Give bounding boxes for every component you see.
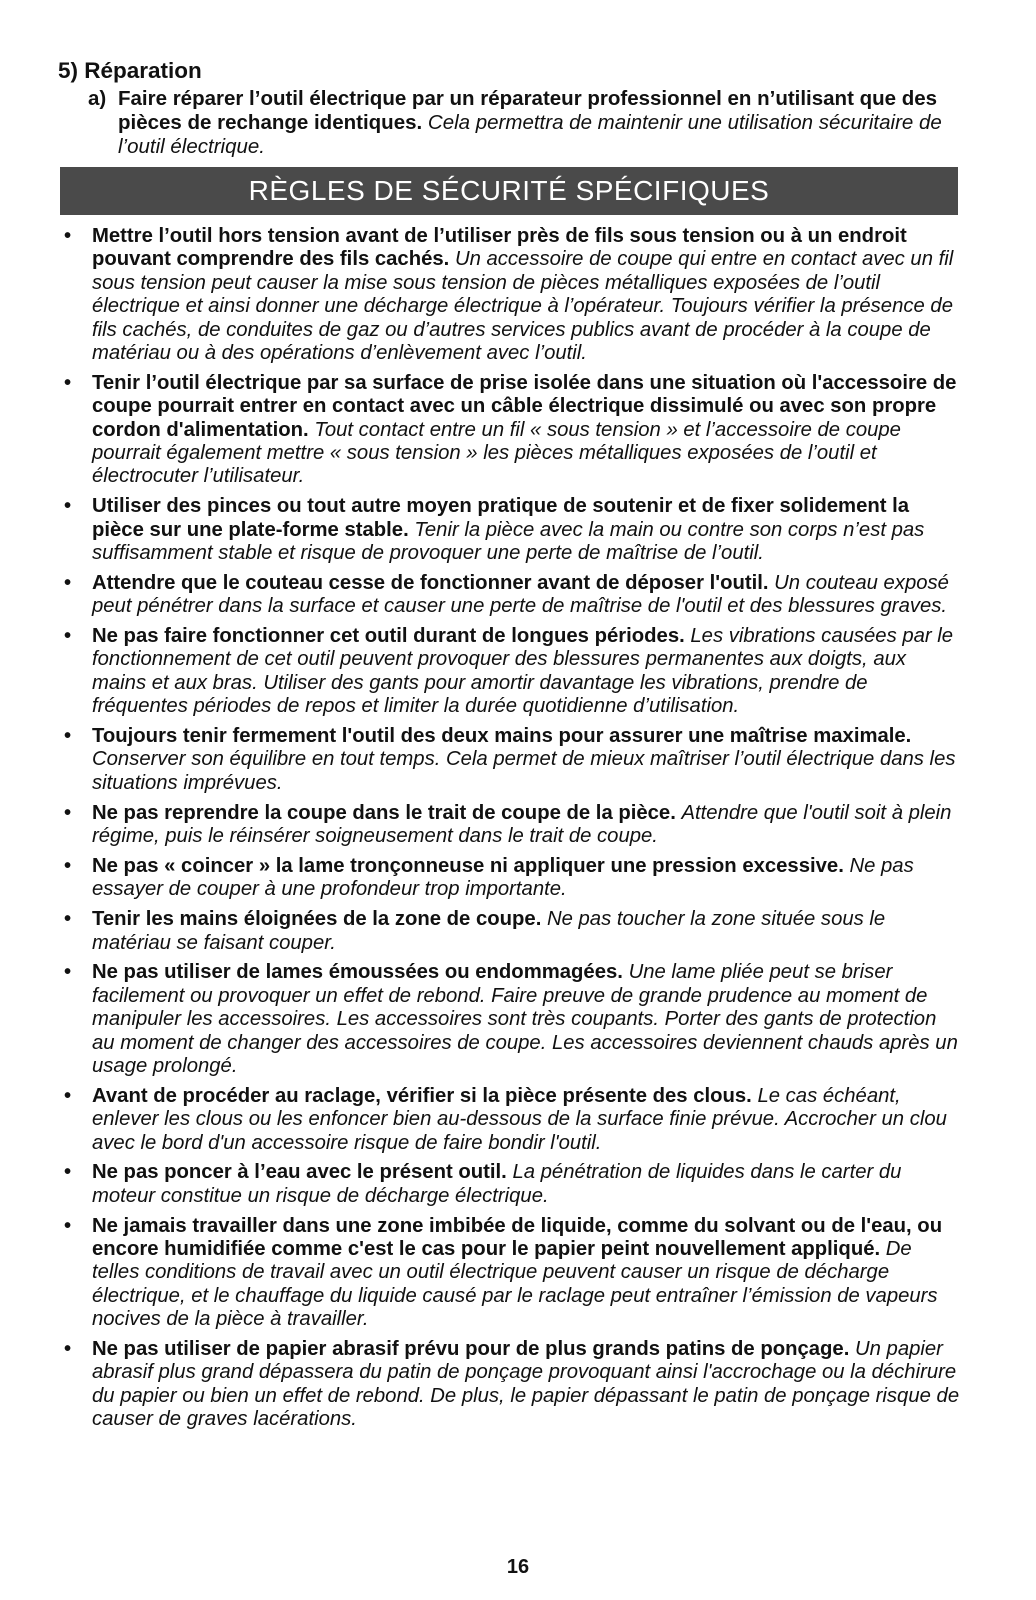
- rule-italic-text: La pénétration de liquides dans le carter du moteur constitue un risque de décharge électrique.: [92, 1161, 902, 1207]
- rule-italic-text: Tout contact entre un fil « sous tension » et l’accessoire de coupe pourrait également mettre « sous tension » les pièces métalliques exposées de l’outil et électrocuter l’utilisateur.: [92, 418, 901, 488]
- rule-bold-text: Ne pas utiliser de lames émoussées ou endommagées.: [92, 961, 623, 984]
- rule-italic-text: Ne pas toucher la zone située sous le matériau se faisant couper.: [92, 908, 886, 954]
- repair-item: [88, 87, 968, 159]
- rule-italic-text: Un accessoire de coupe qui entre en contact avec un fil sous tension peut causer la mise sous tension de pièces métalliques exposées de l’outil électrique et ainsi donner une décharge électrique à l’opérateur. Toujours vérifier la présence de fils cachés, de conduites de gaz ou d’autres services publics avant de procéder à la coupe de matériau ou à des opérations d’enlèvement avec l’outil.: [92, 248, 954, 365]
- rule-bold-text: Ne pas poncer à l’eau avec le présent outil.: [92, 1161, 507, 1184]
- safety-rule-item: [60, 495, 960, 565]
- rule-italic-text: Tenir la pièce avec la main ou contre son corps n’est pas suffisamment stable et risque de provoquer une perte de maîtrise de l’outil.: [92, 518, 925, 565]
- safety-rules-list: [60, 225, 960, 1438]
- bullet-icon: •: [64, 908, 72, 931]
- rule-italic-text: Attendre que l'outil soit à plein régime, puis le réinsérer soigneusement dans le trait de coupe.: [92, 801, 952, 848]
- bullet-icon: •: [64, 225, 72, 247]
- rule-italic-text: Les vibrations causées par le fonctionnement de cet outil peuvent provoquer des blessures permanentes aux doigts, aux mains et aux bras. Utiliser des gants pour amortir davantage les vibrations, prendre de fréquentes périodes de repos et limiter la durée quotidienne d’utilisation.: [92, 625, 954, 718]
- rule-italic-text: Conserver son équilibre en tout temps. Cela permet de mieux maîtriser l’outil électrique dans les situations imprévues.: [92, 748, 956, 794]
- bullet-icon: •: [64, 571, 72, 594]
- safety-rule-item: [60, 625, 960, 719]
- safety-rule-item: [60, 802, 960, 849]
- bullet-icon: •: [64, 625, 72, 648]
- rule-italic-text: Un couteau exposé peut pénétrer dans la surface et causer une perte de maîtrise de l'outil et des blessures graves.: [92, 571, 949, 618]
- bullet-icon: •: [64, 371, 72, 394]
- bullet-icon: •: [64, 725, 72, 748]
- rule-italic-text: Le cas échéant, enlever les clous ou les enfoncer bien au-dessous de la surface finie prévue. Accrocher un clou avec le bord d'un accessoire risque de faire bondir l'outil.: [92, 1084, 947, 1154]
- rule-bold-text: Utiliser des pinces ou tout autre moyen pratique de soutenir et de fixer solidement la pièce sur une plate-forme stable.: [92, 495, 910, 541]
- safety-rule-item: [60, 908, 960, 955]
- safety-rule-item: [60, 1338, 960, 1432]
- repair-item-text: [118, 87, 968, 159]
- section-banner: [60, 167, 958, 215]
- safety-rule-item: [60, 1085, 960, 1155]
- section-heading-reparation: 5) Réparation: [58, 58, 202, 83]
- safety-rule-item: [60, 855, 960, 902]
- bullet-icon: •: [64, 961, 72, 984]
- rule-bold-text: Mettre l’outil hors tension avant de l’utiliser près de fils sous tension ou à un endroit pouvant comprendre des fils cachés.: [92, 225, 907, 271]
- safety-rule-item: [60, 372, 960, 489]
- safety-rule-item: [60, 225, 960, 365]
- bullet-icon: •: [64, 1214, 72, 1237]
- repair-item-bold-text: Faire réparer l’outil électrique par un réparateur professionnel en n’utilisant que des pièces de rechange identiques.: [118, 87, 938, 134]
- rule-italic-text: De telles conditions de travail avec un outil électrique peuvent causer un risque de décharge électrique, et le chauffage du liquide causé par le raclage peut entraîner l’émission de vapeurs nocives de la pièce à travailler.: [92, 1237, 938, 1331]
- rule-bold-text: Attendre que le couteau cesse de fonctionner avant de déposer l'outil.: [92, 571, 769, 594]
- bullet-icon: •: [64, 1161, 72, 1184]
- rule-italic-text: Un papier abrasif plus grand dépassera du patin de ponçage provoquant ainsi l'accrochage ou la déchirure du papier ou bien un effet de rebond. De plus, le papier dépassant le patin de ponçage risque de causer de graves lacérations.: [92, 1337, 960, 1431]
- rule-bold-text: Ne jamais travailler dans une zone imbibée de liquide, comme du solvant ou de l'eau, ou encore humidifiée comme c'est le cas pour le papier peint nouvellement appliqué.: [92, 1214, 943, 1260]
- repair-item-label: a): [88, 87, 107, 110]
- rule-bold-text: Tenir l’outil électrique par sa surface de prise isolée dans une situation où l'accessoire de coupe pourrait entrer en contact avec un câble électrique dissimulé ou avec son propre cordon d'alimentation.: [92, 371, 957, 441]
- rule-bold-text: Toujours tenir fermement l'outil des deux mains pour assurer une maîtrise maximale.: [92, 725, 912, 748]
- bullet-icon: •: [64, 1337, 72, 1360]
- safety-rule-item: [60, 572, 960, 619]
- rule-bold-text: Tenir les mains éloignées de la zone de coupe.: [92, 908, 542, 931]
- rule-bold-text: Ne pas reprendre la coupe dans le trait de coupe de la pièce.: [92, 801, 676, 824]
- rule-bold-text: Ne pas « coincer » la lame tronçonneuse ni appliquer une pression excessive.: [92, 854, 844, 877]
- bullet-icon: •: [64, 495, 72, 518]
- rule-bold-text: Ne pas utiliser de papier abrasif prévu pour de plus grands patins de ponçage.: [92, 1337, 850, 1360]
- banner-title: RÈGLES DE SÉCURITÉ SPÉCIFIQUES: [248, 175, 770, 206]
- rule-bold-text: Ne pas faire fonctionner cet outil durant de longues périodes.: [92, 625, 685, 648]
- bullet-icon: •: [64, 1084, 72, 1107]
- repair-item-italic-text: Cela permettra de maintenir une utilisation sécuritaire de l’outil électrique.: [118, 111, 942, 158]
- safety-rule-item: [60, 725, 960, 795]
- safety-rule-item: [60, 1161, 960, 1208]
- safety-rule-item: [60, 961, 960, 1078]
- bullet-icon: •: [64, 854, 72, 877]
- rule-bold-text: Avant de procéder au raclage, vérifier si la pièce présente des clous.: [92, 1084, 752, 1107]
- rule-italic-text: Une lame pliée peut se briser facilement ou provoquer un effet de rebond. Faire preuve de grande prudence au moment de manipuler les accessoires. Les accessoires sont très coupants. Porter des gants de protection au moment de changer des accessoires de coupe. Les accessoires deviennent chauds après un usage prolongé.: [92, 961, 958, 1077]
- bullet-icon: •: [64, 801, 72, 824]
- page-number: 16: [506, 1556, 530, 1578]
- rule-italic-text: Ne pas essayer de couper à une profondeur trop importante.: [92, 854, 914, 901]
- safety-rule-item: [60, 1215, 960, 1332]
